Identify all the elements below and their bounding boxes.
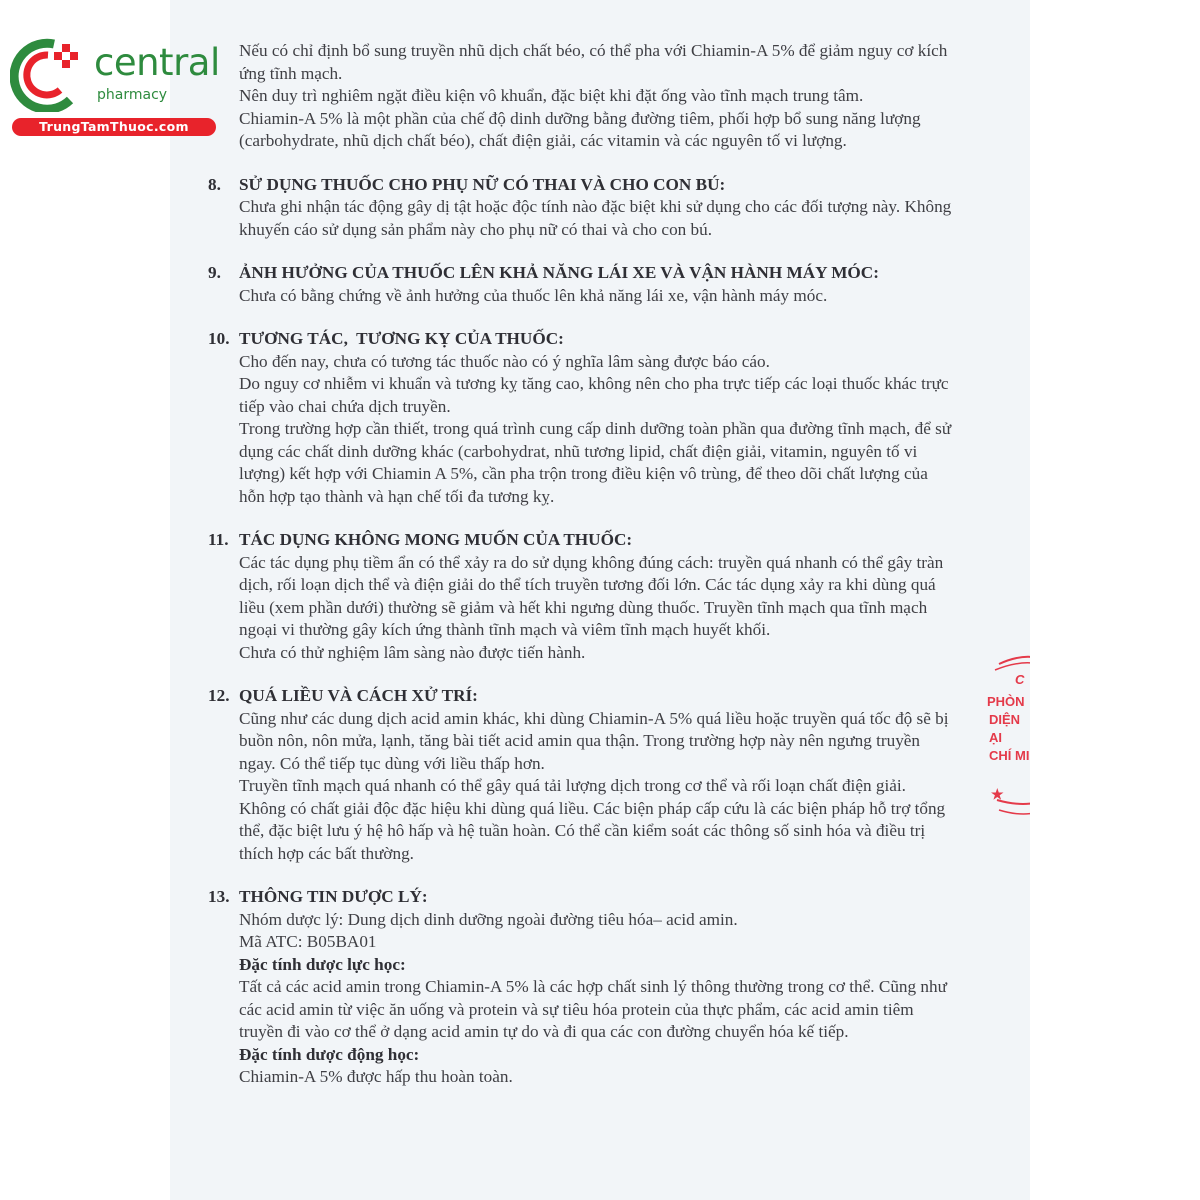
intro-paragraph: Chiamin-A 5% là một phần của chế độ dinh dưỡng bằng đường tiêm, phối hợp bổ sung năng lượng (carbohydrate, nhũ dịch chất béo), chất điện giải, các vitamin và các nguyên tố vi lượng. xyxy=(239,108,921,150)
section-paragraph: Chưa ghi nhận tác động gây dị tật hoặc độc tính nào đặc biệt khi sử dụng cho các đối tượng này. Không khuyến cáo sử dụng sản phẩm này cho phụ nữ có thai và cho con bú. xyxy=(239,197,952,239)
section-title: TÁC DỤNG KHÔNG MONG MUỐN CỦA THUỐC: xyxy=(239,530,633,549)
section-8 xyxy=(208,174,953,242)
section-title: QUÁ LIỀU VÀ CÁCH XỬ TRÍ: xyxy=(239,686,478,705)
section-12 xyxy=(208,685,953,865)
section-number: 10. xyxy=(208,329,230,348)
section-paragraph: Cho đến nay, chưa có tương tác thuốc nào có ý nghĩa lâm sàng được báo cáo. xyxy=(239,351,770,371)
section-title: ẢNH HƯỞNG CỦA THUỐC LÊN KHẢ NĂNG LÁI XE VÀ VẬN HÀNH MÁY MÓC: xyxy=(239,263,879,282)
central-pharmacy-logo[interactable] xyxy=(8,36,218,136)
stamp-text: CHÍ MI xyxy=(989,748,1030,763)
section-heading xyxy=(208,328,953,351)
pharmacokinetics-text: Chiamin-A 5% được hấp thu hoàn toàn. xyxy=(239,1067,513,1086)
stamp-text: C xyxy=(1015,672,1025,687)
pharmacodynamics-text: Tất cả các acid amin trong Chiamin-A 5% là các hợp chất sinh lý thông thường trong cơ thể. Cũng như các acid amin từ việc ăn uống và protein và sự tiêu hóa protein của thực phẩm, các acid amin tiêm truyền đi vào cơ thể ở dạng acid amin tự do và đi qua các con đường chuyển hóa kế tiếp. xyxy=(239,977,947,1041)
section-paragraph: Chưa có thử nghiệm lâm sàng nào được tiến hành. xyxy=(239,642,586,662)
section-paragraph: Truyền tĩnh mạch quá nhanh có thể gây quá tải lượng dịch trong cơ thể và rối loạn chất điện giải. xyxy=(239,776,906,795)
pharmacodynamics-heading: Đặc tính dược lực học: xyxy=(239,954,406,974)
section-number: 9. xyxy=(208,263,221,282)
section-title: THÔNG TIN DƯỢC LÝ: xyxy=(239,887,428,906)
section-title: TƯƠNG TÁC, TƯƠNG KỴ CỦA THUỐC: xyxy=(239,329,564,348)
section-11 xyxy=(208,529,953,664)
atc-code: Mã ATC: B05BA01 xyxy=(239,932,377,951)
stamp-text: ẠI xyxy=(989,730,1002,745)
pharmacology-group: Nhóm dược lý: Dung dịch dinh dưỡng ngoài đường tiêu hóa– acid amin. xyxy=(239,909,738,929)
section-number: 8. xyxy=(208,174,221,194)
official-stamp xyxy=(985,650,1030,830)
section-paragraph: Chưa có bằng chứng về ảnh hưởng của thuốc lên khả năng lái xe, vận hành máy móc. xyxy=(239,285,828,305)
section-paragraph: Do nguy cơ nhiễm vi khuẩn và tương kỵ tăng cao, không nên cho pha trực tiếp các loại thuốc khác trực tiếp vào chai chứa dịch truyền. xyxy=(239,374,949,416)
stamp-text: DIỆN xyxy=(989,712,1021,727)
section-9 xyxy=(208,262,953,307)
section-paragraph: Các tác dụng phụ tiềm ẩn có thể xảy ra do sử dụng không đúng cách: truyền quá nhanh có thể gây tràn dịch, rối loạn dịch thể và điện giải do thể tích truyền tương đối lớn. Các tác dụng xảy ra khi dùng quá liều (xem phần dưới) thường sẽ giảm và hết khi ngưng dùng thuốc. Truyền tĩnh mạch qua tĩnh mạch ngoại vi thường gây kích ứng thành tĩnh mạch và viêm tĩnh mạch huyết khối. xyxy=(239,552,944,639)
intro-block xyxy=(208,40,953,153)
intro-paragraph: Nên duy trì nghiêm ngặt điều kiện vô khuẩn, đặc biệt khi đặt ống vào tĩnh mạch trung tâm. xyxy=(239,86,864,105)
intro-paragraph: Nếu có chỉ định bổ sung truyền nhũ dịch chất béo, có thể pha với Chiamin-A 5% để giảm nguy cơ kích ứng tĩnh mạch. xyxy=(239,41,948,83)
section-paragraph: Cũng như các dung dịch acid amin khác, khi dùng Chiamin-A 5% quá liều hoặc truyền quá tốc độ sẽ bị buồn nôn, nôn mửa, lạnh, tăng bài tiết acid amin qua thận. Trong trường hợp này nên ngưng truyền ngay. Có thể tiếp tục dùng với liều thấp hơn. xyxy=(239,708,949,773)
star-icon: ★ xyxy=(991,786,1004,802)
section-heading xyxy=(208,174,953,197)
section-10 xyxy=(208,328,953,508)
stamp-text: PHÒN xyxy=(987,694,1025,709)
logo-brand-text: central xyxy=(94,41,220,84)
pharmacokinetics-heading: Đặc tính dược động học: xyxy=(239,1044,420,1064)
section-paragraph: Trong trường hợp cần thiết, trong quá trình cung cấp dinh dưỡng toàn phần qua đường tĩnh mạch, để sử dụng các chất dinh dưỡng khác (carbohydrat, nhũ tương lipid, chất điện giải, vitamin, nguyên tố vi lượng) kết hợp với Chiamin A 5%, cần pha trộn trong điều kiện vô trùng, để theo dõi chất lượng của hỗn hợp tạo thành và hạn chế tối đa tương kỵ. xyxy=(239,419,952,506)
section-heading xyxy=(208,886,953,909)
section-number: 11. xyxy=(208,530,229,549)
section-heading xyxy=(208,529,953,552)
section-title: SỬ DỤNG THUỐC CHO PHỤ NỮ CÓ THAI VÀ CHO CON BÚ: xyxy=(239,174,726,194)
section-heading xyxy=(208,685,953,708)
section-13 xyxy=(208,886,953,1089)
logo-sub-text: pharmacy xyxy=(97,87,168,103)
section-number: 12. xyxy=(208,686,230,705)
logo-site-link[interactable]: TrungTamThuoc.com xyxy=(12,118,216,136)
pharmacy-logo-icon xyxy=(10,38,86,112)
section-heading xyxy=(208,262,953,285)
document-body xyxy=(208,40,953,1089)
section-paragraph: Không có chất giải độc đặc hiệu khi dùng quá liều. Các biện pháp cấp cứu là các biện pháp hỗ trợ tổng thể, đặc biệt lưu ý hệ hô hấp và hệ tuần hoàn. Có thể cần kiểm soát các thông số sinh hóa và điều trị thích hợp các bất thường. xyxy=(239,798,946,863)
section-number: 13. xyxy=(208,887,230,906)
